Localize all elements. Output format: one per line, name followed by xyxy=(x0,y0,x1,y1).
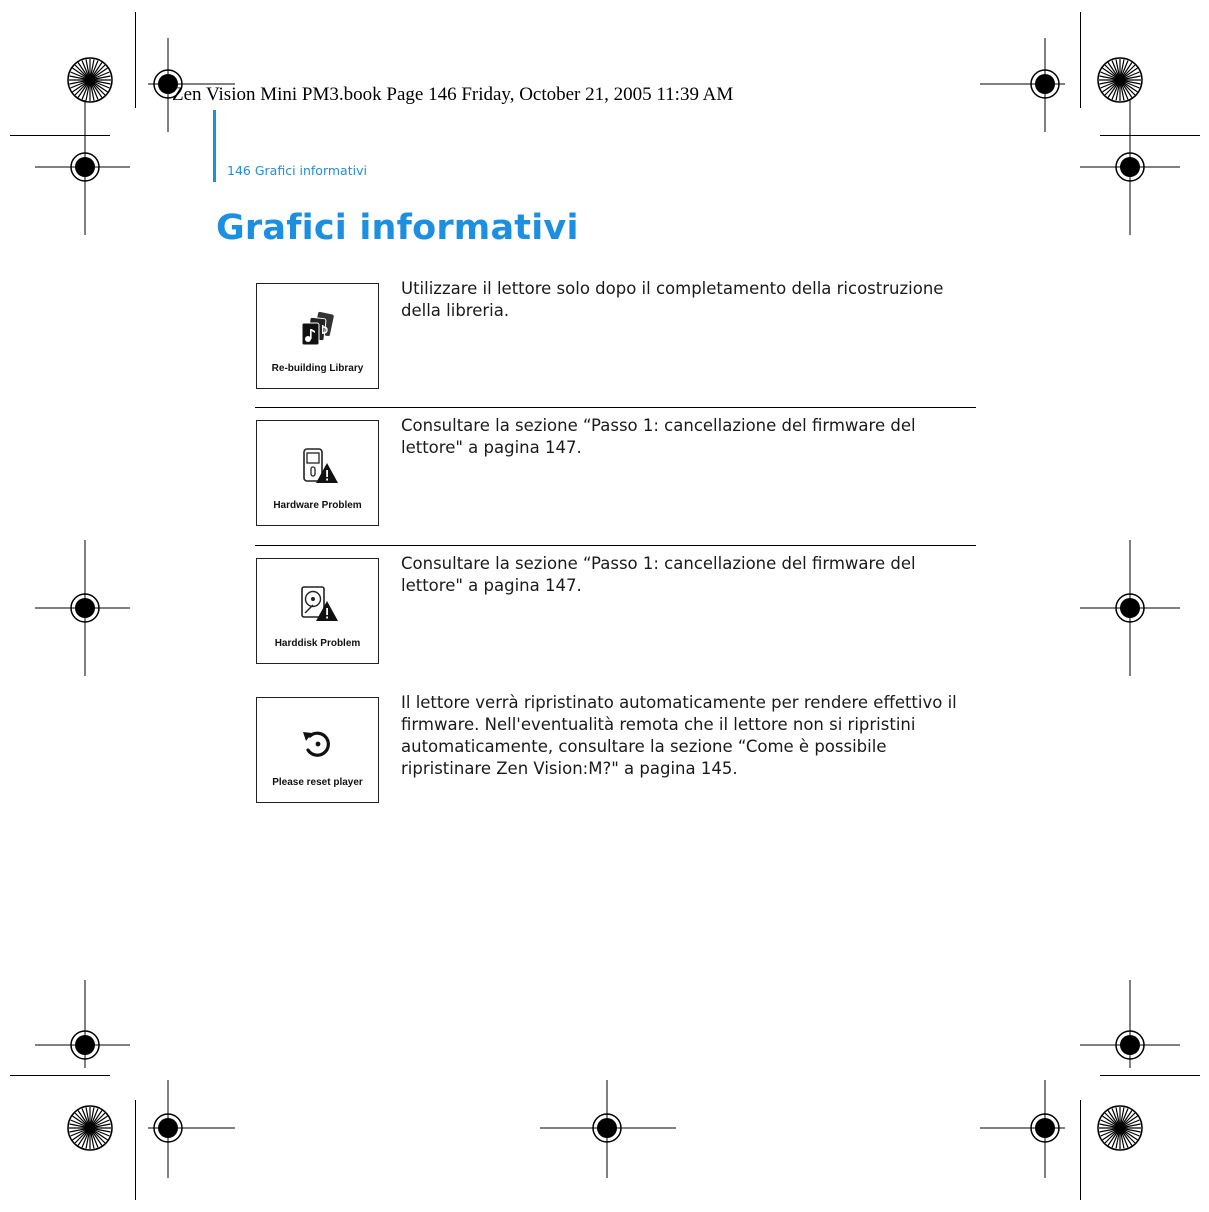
music-library-icon xyxy=(296,311,340,349)
graphic-description: Il lettore verrà ripristinato automaticamente per rendere effettivo il firmware. Nell'eventualità remota che il lettore non si ripristini automaticamente, consultare la sezione “Come è possibile ripristinare Zen Vision:M?" a pagina 145. xyxy=(401,693,957,778)
screen-graphic-please-reset-player xyxy=(256,697,379,803)
graphic-description: Consultare la sezione “Passo 1: cancellazione del firmware del lettore" a pagina 147. xyxy=(401,416,916,457)
screen-graphic-hardware-problem xyxy=(256,420,379,526)
player-warning-icon xyxy=(296,447,340,487)
harddisk-warning-icon xyxy=(296,585,340,625)
graphic-label: Please reset player xyxy=(272,777,363,788)
graphic-label: Harddisk Problem xyxy=(274,638,361,649)
graphic-label: Re-building Library xyxy=(271,363,364,374)
graphic-description: Utilizzare il lettore solo dopo il completamento della ricostruzione della libreria. xyxy=(401,279,944,320)
screen-graphic-rebuilding-library xyxy=(256,283,379,389)
running-head-bar xyxy=(213,110,216,182)
book-file-header: Zen Vision Mini PM3.book Page 146 Friday, October 21, 2005 11:39 AM xyxy=(172,84,734,105)
section-divider xyxy=(255,407,976,408)
page-title: Grafici informativi xyxy=(216,208,579,248)
graphic-label: Hardware Problem xyxy=(273,500,362,511)
section-divider xyxy=(255,545,976,546)
graphic-description: Consultare la sezione “Passo 1: cancellazione del firmware del lettore" a pagina 147. xyxy=(401,554,916,595)
running-head: 146 Grafici informativi xyxy=(227,163,367,178)
reset-icon xyxy=(298,724,338,764)
screen-graphic-harddisk-problem xyxy=(256,558,379,664)
